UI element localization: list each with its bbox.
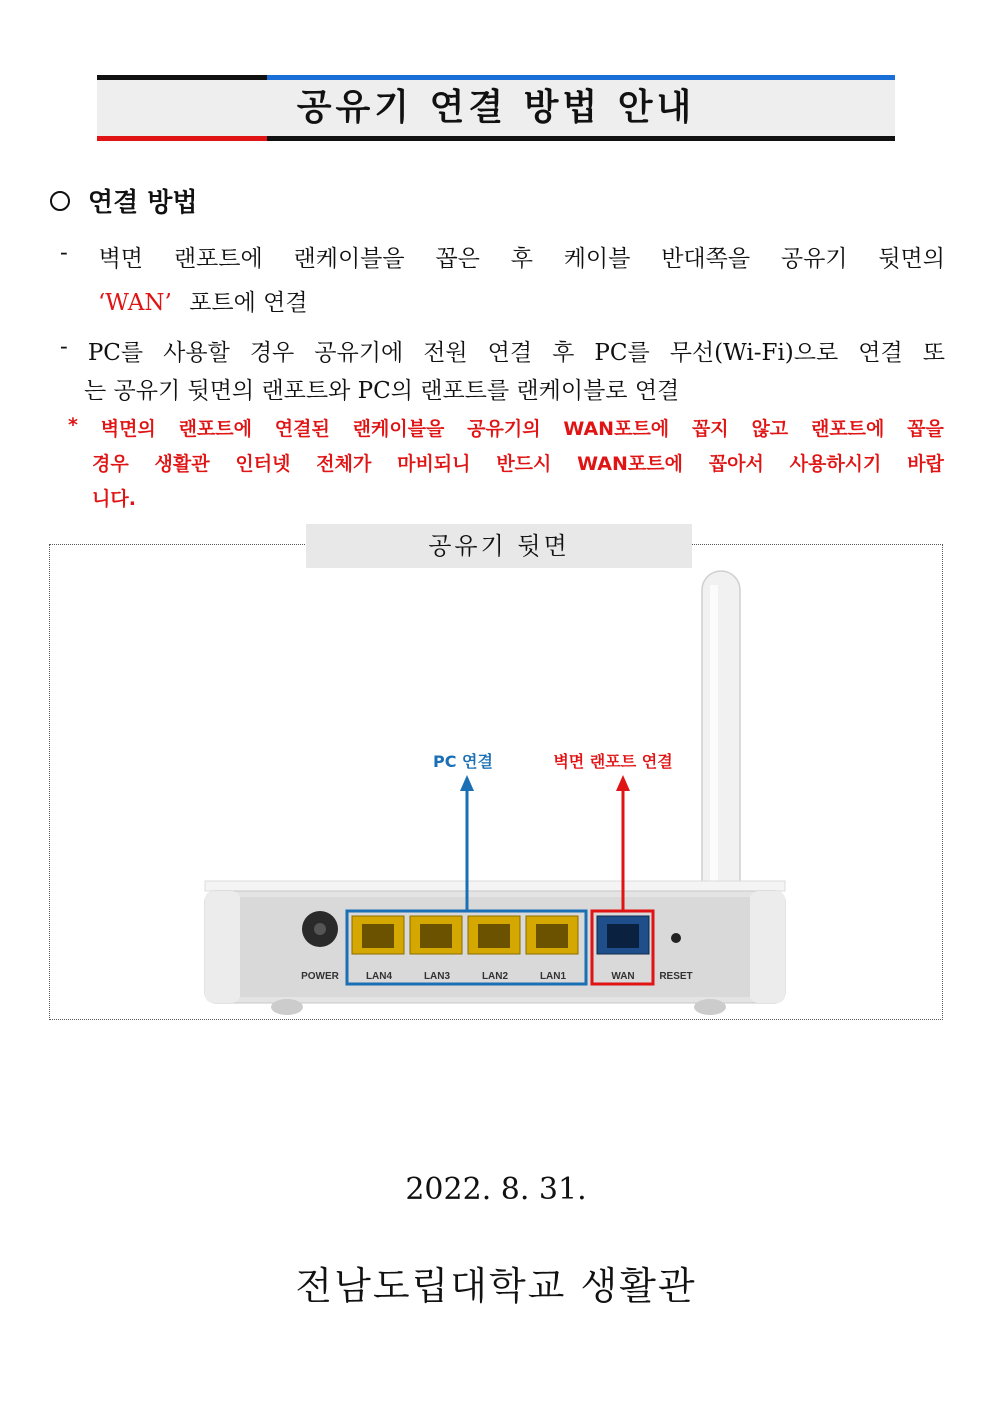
step-2-line-2: 는 공유기 뒷면의 랜포트와 PC의 랜포트를 랜케이블로 연결 [84, 378, 680, 404]
warning-line-1 [68, 414, 944, 449]
word: 케이블 [563, 246, 631, 272]
word: 경우 [249, 340, 295, 366]
word: 꼽지 [691, 418, 729, 440]
word: 벽면의 [100, 418, 156, 440]
word: 꼽은 [435, 246, 480, 272]
word: 생활관 [154, 453, 210, 475]
port-label-reset: RESET [659, 971, 693, 982]
word: 벽면 [98, 246, 144, 272]
word: 랜포트에 [178, 418, 252, 440]
word: PC를 [87, 340, 144, 366]
organization: 전남도립대학교 생활관 [295, 1264, 697, 1308]
port-label-lan4: LAN4 [365, 971, 393, 982]
word: 공유기 [780, 246, 848, 272]
warning-note [68, 414, 944, 519]
title-bar-top-blue [267, 75, 895, 80]
step-2 [60, 334, 945, 405]
word: 뒷면의 [878, 246, 945, 272]
date: 2022. 8. 31. [405, 1172, 587, 1207]
step-1 [60, 240, 945, 317]
port-label-lan2: LAN2 [481, 971, 509, 982]
word: WAN포트에 [563, 418, 670, 440]
word: 않고 [751, 418, 789, 440]
word: * [68, 414, 78, 436]
title-banner [97, 75, 895, 141]
word: 공유기의 [467, 418, 541, 440]
wan-port [597, 916, 649, 954]
callout-wall: 벽면 랜포트 연결 [553, 752, 673, 771]
word: WAN포트에 [577, 453, 683, 475]
word: 랜케이블을 [293, 246, 405, 272]
word: 인터넷 [235, 453, 291, 475]
word: 연결된 [274, 418, 330, 440]
circle-icon [50, 191, 70, 211]
port-label-wan: WAN [611, 971, 635, 982]
port-label-power: POWER [301, 971, 339, 982]
word: PC를 [594, 340, 650, 366]
word: 랜포트에 [810, 418, 885, 440]
word: 공유기에 [314, 340, 404, 366]
word: 꼽아서 [708, 453, 764, 475]
title-bar-bottom-red [97, 136, 267, 141]
word: 후 [510, 246, 533, 272]
section-heading-text: 연결 방법 [88, 188, 198, 218]
callout-pc: PC 연결 [433, 752, 493, 771]
word: 마비되니 [397, 453, 471, 475]
word: 경우 [92, 453, 129, 475]
word: 후 [552, 340, 575, 366]
reset-button-icon [671, 933, 681, 943]
page-title: 공유기 연결 방법 안내 [296, 87, 696, 128]
word: 연결 [487, 340, 533, 366]
section-heading [50, 182, 198, 219]
power-jack-icon [302, 911, 338, 947]
word: 연결 [858, 340, 903, 366]
word: - [60, 334, 68, 360]
router-back-illustration [50, 545, 940, 1017]
word: 사용할 [163, 340, 230, 366]
step-1-line-2-text: 포트에 연결 [189, 290, 308, 316]
port-label-lan3: LAN3 [423, 971, 451, 982]
word: 또 [922, 340, 945, 366]
word: 반대쪽을 [661, 246, 751, 272]
word: 꼽을 [907, 418, 944, 440]
word: 사용하시기 [789, 453, 882, 475]
word: 랜포트에 [173, 246, 263, 272]
step-1-line-1 [60, 240, 945, 280]
step-2-line-1 [60, 334, 945, 372]
word: 전원 [423, 340, 468, 366]
word: 전체가 [316, 453, 372, 475]
word: 반드시 [496, 453, 552, 475]
word: 바랍 [907, 453, 944, 475]
warning-line-3: 니다. [92, 488, 136, 510]
port-label-lan1: LAN1 [539, 971, 567, 982]
warning-line-2 [68, 449, 944, 484]
word: 무선(Wi-Fi)으로 [669, 340, 839, 366]
figure-label: 공유기 뒷면 [306, 524, 692, 568]
step-1-line-2 [60, 284, 945, 317]
word: 랜케이블을 [352, 418, 445, 440]
wan-highlight: ‘WAN’ [98, 290, 172, 316]
title-bar-top-black [97, 75, 267, 80]
title-bar-bottom-black [267, 136, 895, 141]
word: - [60, 240, 68, 266]
